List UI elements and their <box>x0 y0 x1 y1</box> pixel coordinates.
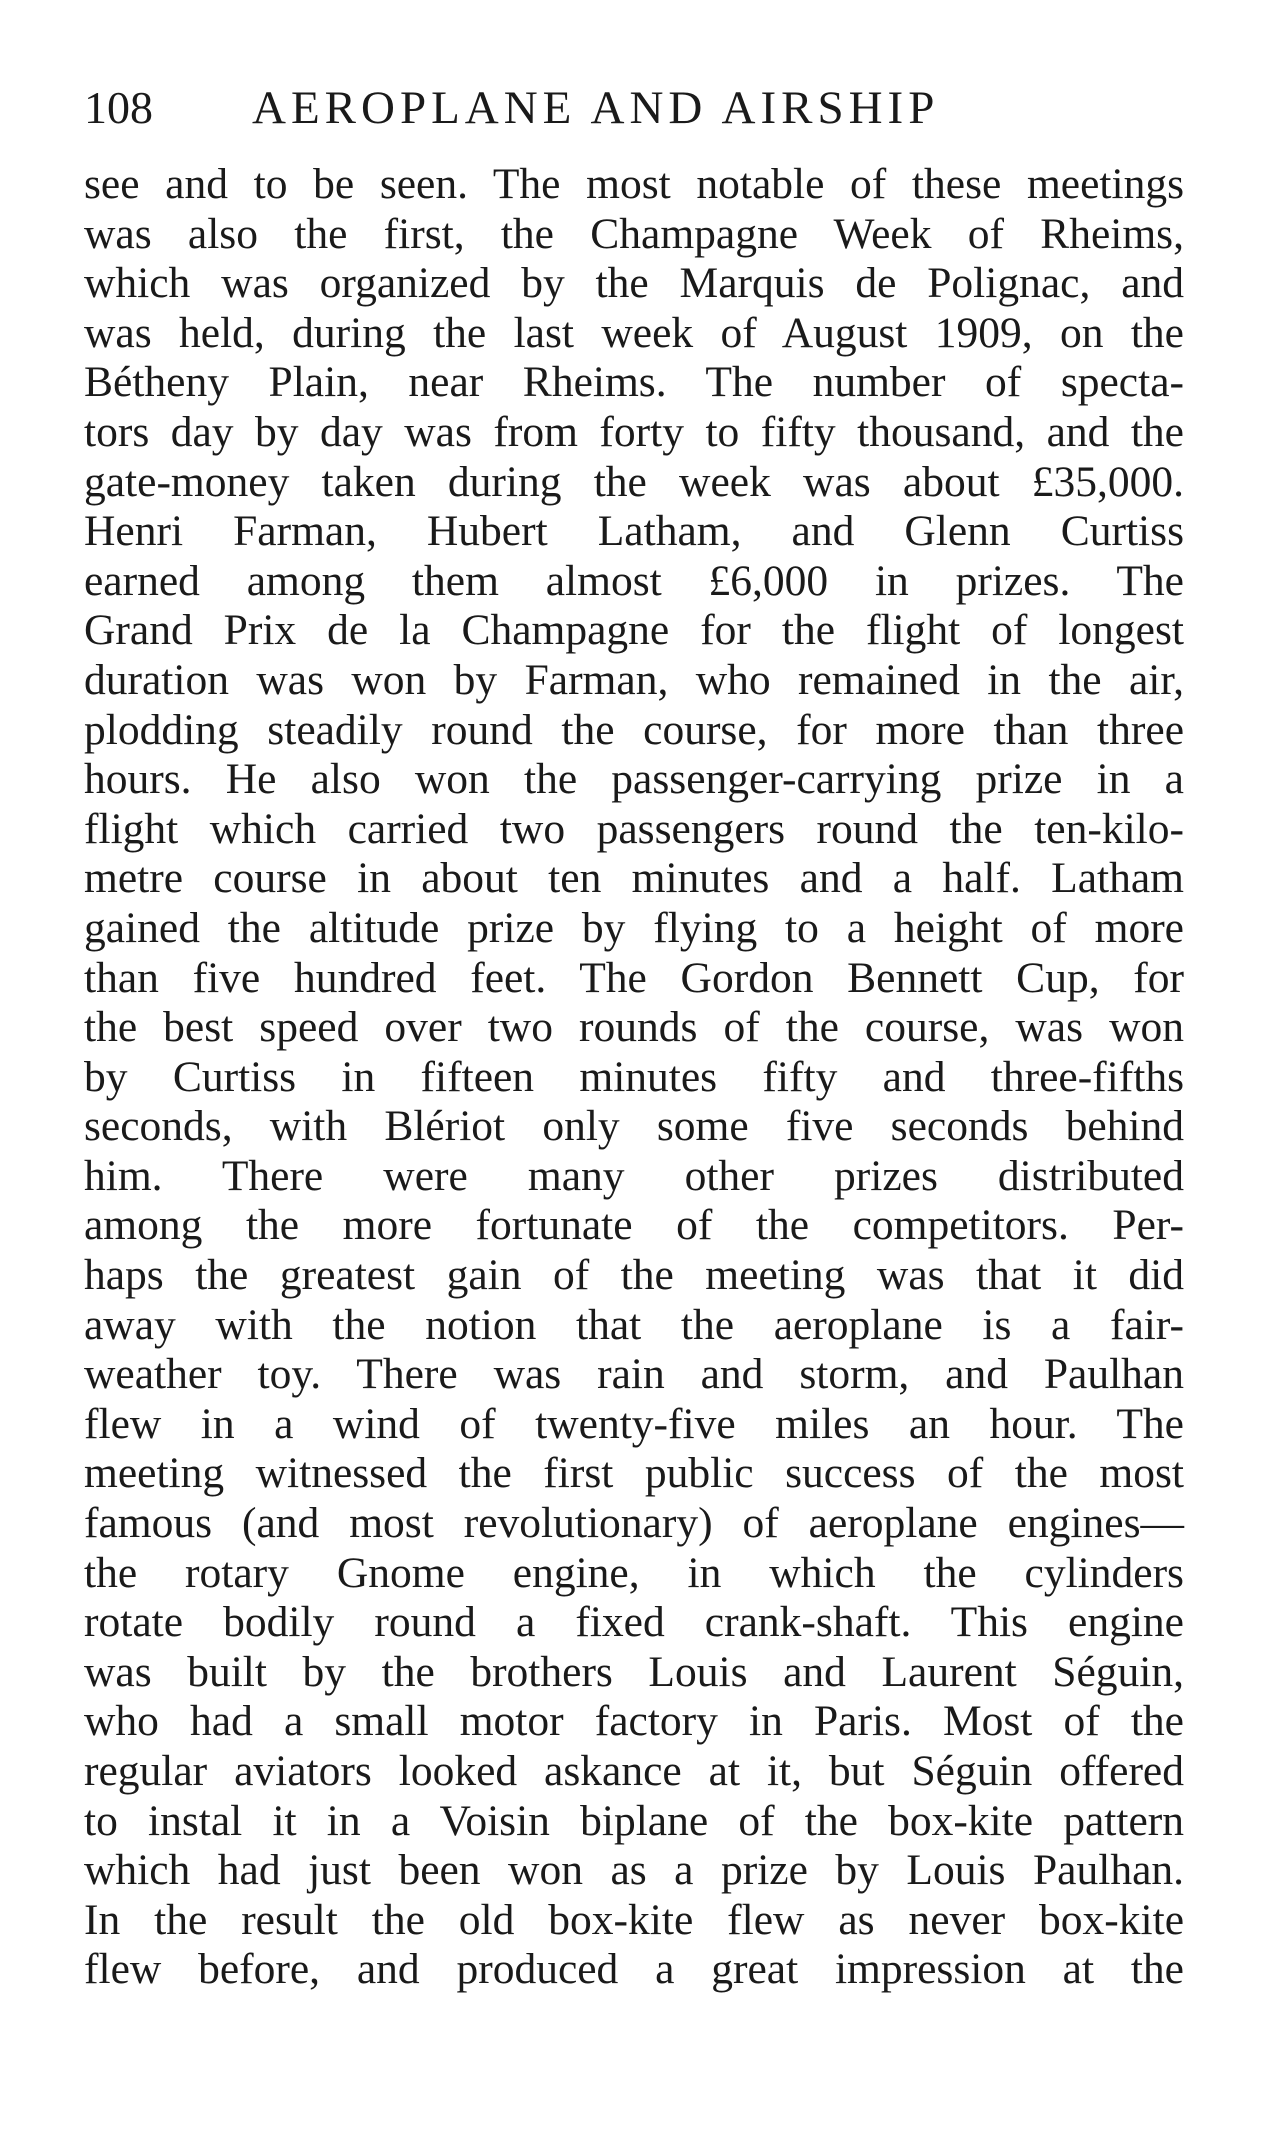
text-line: him. There were many other prizes distributed <box>84 1151 1184 1200</box>
text-line: gained the altitude prize by flying to a height of more <box>84 903 1184 952</box>
text-line: flight which carried two passengers round the ten-kilo- <box>84 804 1184 853</box>
body-text <box>84 160 1184 1995</box>
text-line: by Curtiss in fifteen minutes fifty and three-fifths <box>84 1052 1184 1101</box>
text-line: In the result the old box-kite flew as never box-kite <box>84 1895 1184 1944</box>
text-line: which had just been won as a prize by Louis Paulhan. <box>84 1846 1184 1895</box>
text-line: away with the notion that the aeroplane is a fair- <box>84 1300 1184 1349</box>
text-line: was held, during the last week of August 1909, on the <box>84 308 1184 357</box>
text-line: famous (and most revolutionary) of aeroplane engines— <box>84 1499 1184 1548</box>
text-line: meeting witnessed the first public success of the most <box>84 1449 1184 1498</box>
text-line: weather toy. There was rain and storm, and Paulhan <box>84 1350 1184 1399</box>
text-line: see and to be seen. The most notable of these meetings <box>84 160 1184 208</box>
text-line: was also the first, the Champagne Week of Rheims, <box>84 209 1184 258</box>
text-line: duration was won by Farman, who remained in the air, <box>84 655 1184 704</box>
text-line: than five hundred feet. The Gordon Bennett Cup, for <box>84 953 1184 1002</box>
text-line: hours. He also won the passenger-carrying prize in a <box>84 755 1184 804</box>
text-line: haps the greatest gain of the meeting was that it did <box>84 1251 1184 1300</box>
text-line: seconds, with Blériot only some five seconds behind <box>84 1102 1184 1151</box>
text-line: Grand Prix de la Champagne for the flight of longest <box>84 606 1184 655</box>
running-head <box>84 78 1184 138</box>
text-line: Henri Farman, Hubert Latham, and Glenn Curtiss <box>84 507 1184 556</box>
text-line: to instal it in a Voisin biplane of the box-kite pattern <box>84 1796 1184 1845</box>
text-line: flew in a wind of twenty-five miles an hour. The <box>84 1399 1184 1448</box>
text-line: Bétheny Plain, near Rheims. The number of specta- <box>84 358 1184 407</box>
text-line: the rotary Gnome engine, in which the cylinders <box>84 1548 1184 1597</box>
text-line: plodding steadily round the course, for more than three <box>84 705 1184 754</box>
text-line: among the more fortunate of the competitors. Per- <box>84 1201 1184 1250</box>
text-line: flew before, and produced a great impression at the <box>84 1945 1184 1994</box>
text-line: who had a small motor factory in Paris. Most of the <box>84 1697 1184 1746</box>
text-line: earned among them almost £6,000 in prizes. The <box>84 556 1184 605</box>
text-line: metre course in about ten minutes and a half. Latham <box>84 854 1184 903</box>
text-line: tors day by day was from forty to fifty thousand, and the <box>84 407 1184 456</box>
text-line: regular aviators looked askance at it, but Séguin offered <box>84 1747 1184 1795</box>
text-line: gate-money taken during the week was about £35,000. <box>84 457 1184 506</box>
text-line: rotate bodily round a fixed crank-shaft. This engine <box>84 1598 1184 1647</box>
text-line: the best speed over two rounds of the course, was won <box>84 1003 1184 1052</box>
page-number: 108 <box>84 82 153 133</box>
text-line: which was organized by the Marquis de Polignac, and <box>84 259 1184 308</box>
text-line: was built by the brothers Louis and Laurent Séguin, <box>84 1647 1184 1696</box>
running-title: AEROPLANE AND AIRSHIP <box>252 82 940 134</box>
